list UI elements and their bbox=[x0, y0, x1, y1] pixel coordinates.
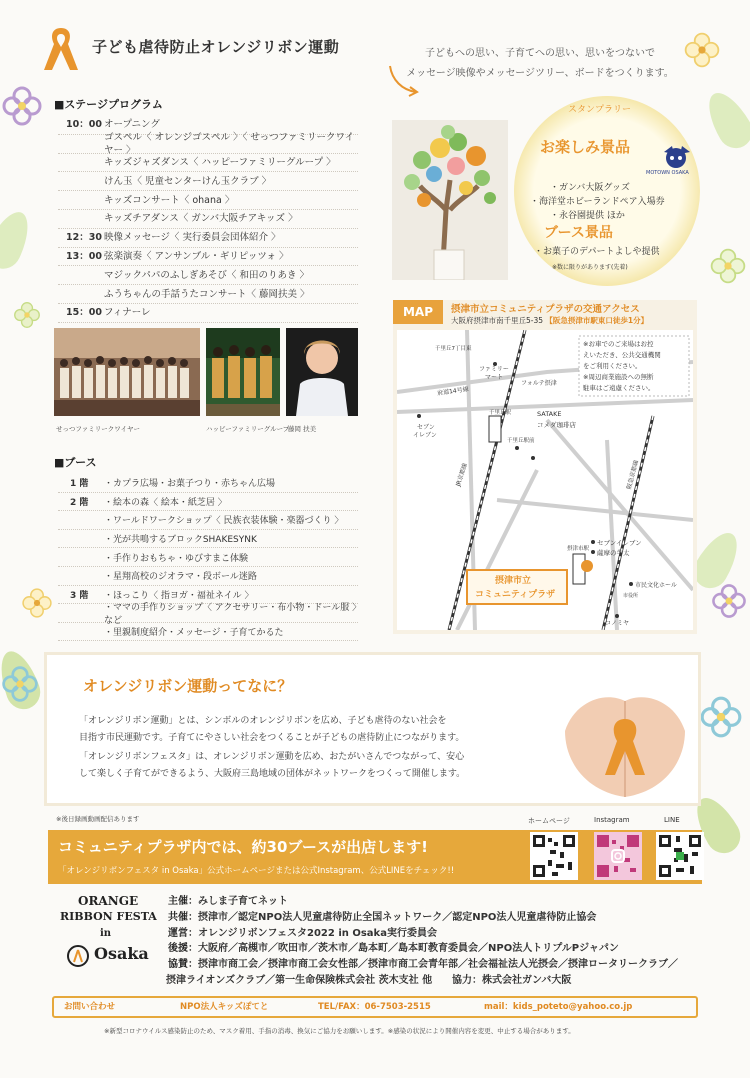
booth-prize-title: ブース景品 bbox=[544, 225, 613, 241]
notice-line: ※お車でのご来場はお控 bbox=[583, 340, 654, 348]
festa-logo bbox=[54, 892, 162, 984]
map-label: 千里丘7丁目東 bbox=[435, 346, 472, 352]
photo-caption: 藤岡 扶美 bbox=[288, 425, 317, 433]
credit-value: 摂津ライオンズクラブ／第一生命保険株式会社 茨木支社 他 協力：株式会社ガンバ大阪 bbox=[166, 974, 572, 986]
credit-line bbox=[168, 926, 708, 942]
leaf-decoration bbox=[0, 206, 37, 275]
program-event: けん玉〈 児童センターけん玉クラブ 〉 bbox=[104, 175, 272, 187]
booth-floor: 3 階 bbox=[70, 590, 89, 601]
credit-value: みしま子育てネット bbox=[198, 896, 288, 907]
qr-label-homepage: ホームページ bbox=[528, 817, 570, 825]
program-row bbox=[58, 304, 358, 323]
contact-bar bbox=[52, 996, 698, 1018]
credit-key: 後援： bbox=[168, 943, 198, 955]
prize-item: ・ガンバ大阪グッズ bbox=[550, 183, 630, 193]
map-label: セブン bbox=[417, 424, 435, 431]
flower-icon bbox=[0, 84, 44, 128]
orange-ribbon-icon bbox=[38, 22, 84, 74]
map-label: 千里丘駅前 bbox=[507, 438, 535, 444]
arrow-icon bbox=[384, 60, 424, 100]
notice-line: ※周辺商業施設への無断 bbox=[583, 373, 654, 381]
program-event: 映像メッセージ〈 実行委員会団体紹介 〉 bbox=[104, 232, 281, 244]
program-event: マジックパパのふしぎあそび〈 和田のりあき 〉 bbox=[104, 269, 309, 281]
address-text: 大阪府摂津市南千里丘5-35 bbox=[451, 316, 544, 325]
flower-icon bbox=[12, 300, 42, 330]
credit-value: 摂津市／認定NPO法人児童虐待防止全国ネットワーク／認定NPO法人児童虐待防止協会 bbox=[198, 911, 597, 923]
booth-row bbox=[58, 567, 358, 586]
booth-item: ・手作りおもちゃ・ゆびすまこ体験 bbox=[104, 553, 249, 564]
map-label: 府道14号線 bbox=[436, 385, 470, 398]
credit-key: 協賛： bbox=[168, 959, 198, 971]
program-heading: ■ステージプログラム bbox=[54, 98, 163, 111]
flower-icon bbox=[698, 694, 744, 740]
message-text bbox=[390, 44, 690, 84]
flower-icon bbox=[708, 246, 748, 286]
program-event: オープニング bbox=[104, 119, 160, 131]
prize-item: ・海洋堂ホビーランドペア入場券 bbox=[530, 197, 665, 207]
contact-mail[interactable]: mail：kids_poteto@yahoo.co.jp bbox=[484, 1002, 633, 1012]
credit-line bbox=[166, 973, 708, 989]
contact-tel[interactable]: TEL/FAX：06-7503-2515 bbox=[318, 1002, 431, 1012]
map-label: コノミヤ bbox=[605, 620, 630, 627]
broadcast-note: ※後日録画動画配信あります bbox=[56, 815, 140, 823]
credit-line bbox=[168, 910, 708, 926]
booth-list bbox=[58, 474, 358, 641]
page-title: 子ども虐待防止オレンジリボン運動 bbox=[92, 38, 340, 56]
booth-item: ・ママの手作りショップ〈 アクセサリー・布小物・ドール服 〉など bbox=[104, 602, 357, 626]
booth-item: ・絵本の森〈 絵本・紙芝居 〉 bbox=[104, 497, 227, 508]
program-row bbox=[58, 266, 358, 285]
booth-heading: ■ブース bbox=[54, 456, 97, 469]
map-label: マート bbox=[485, 374, 504, 381]
program-event: キッズコンサート〈 ohana 〉 bbox=[104, 194, 235, 206]
booth-row bbox=[58, 511, 358, 530]
mascot-caption: MOTOWN OSAKA bbox=[646, 170, 689, 176]
photo-caption: せっつファミリークワイヤー bbox=[56, 425, 141, 433]
booth-floor: 1 階 bbox=[70, 479, 89, 490]
qr-label-instagram: Instagram bbox=[594, 816, 630, 824]
program-row bbox=[58, 229, 358, 248]
logo-text: RIBBON FESTA bbox=[60, 910, 157, 923]
logo-text: Osaka bbox=[94, 944, 149, 963]
credit-value: 摂津市商工会／摂津市商工会女性部／摂津市商工会青年部／社会福祉法人光摂会／摂津ロータリークラブ／ bbox=[198, 959, 678, 971]
map-label: コメダ珈琲店 bbox=[537, 421, 576, 429]
credit-key: 共催： bbox=[168, 911, 198, 923]
booth-item: ・里親制度紹介・メッセージ・子育てかるた bbox=[104, 628, 284, 639]
booth-row bbox=[58, 530, 358, 549]
booth-row bbox=[58, 493, 358, 512]
booth-item: ・ワールドワークショップ〈 民族衣装体験・楽器づくり 〉 bbox=[104, 516, 344, 527]
credit-value: オレンジリボンフェスタ2022 in Osaka実行委員会 bbox=[198, 927, 437, 939]
program-list bbox=[58, 116, 358, 323]
program-row bbox=[58, 172, 358, 191]
booth-prize-item: ・お菓子のデパートよしや提供 bbox=[534, 247, 660, 257]
access-map bbox=[393, 300, 697, 634]
logo-text: in bbox=[100, 928, 112, 939]
map-label: セブンイレブン bbox=[597, 539, 642, 547]
line-qr-code[interactable] bbox=[656, 832, 704, 880]
credit-value: 大阪府／高槻市／吹田市／茨木市／島本町／島本町教育委員会／NPO法人トリプルPジャパン bbox=[198, 943, 619, 955]
access-text: 【阪急摂津市駅東口徒歩1分】 bbox=[545, 316, 649, 325]
notice-line: えいただき、公共交通機関 bbox=[583, 351, 661, 359]
dance-photo bbox=[206, 328, 280, 416]
stamp-note: ※数に限りがあります(先着) bbox=[552, 264, 628, 271]
map-title: 摂津市立コミュニティプラザの交通アクセス bbox=[451, 304, 640, 315]
contact-org: NPO法人キッズぽてと bbox=[180, 1002, 269, 1012]
singer-photo bbox=[286, 328, 358, 416]
program-event: ふうちゃんの手話うたコンサート〈 藤岡扶美 〉 bbox=[104, 288, 310, 300]
program-event: フィナーレ bbox=[104, 307, 151, 319]
flower-icon bbox=[20, 586, 54, 620]
flower-icon bbox=[0, 664, 40, 704]
credit-line bbox=[168, 957, 708, 973]
map-label: 千里丘駅 bbox=[489, 410, 512, 416]
contact-label: お問い合わせ bbox=[64, 1002, 116, 1012]
venue-label: 摂津市立 bbox=[495, 576, 532, 586]
map-address bbox=[451, 315, 648, 326]
banner-sub: 「オレンジリボンフェスタ in Osaka」公式ホームページまたは公式Instagram、公式LINEをチェック!! bbox=[58, 866, 455, 876]
booth-floor: 2 階 bbox=[70, 497, 89, 508]
program-event: 弦楽演奏〈 アンサンブル・ギリピッツォ 〉 bbox=[104, 250, 289, 262]
message-line: メッセージ映像やメッセージツリー、ボードをつくります。 bbox=[406, 68, 674, 79]
booth-row bbox=[58, 474, 358, 493]
mascot-icon bbox=[656, 144, 696, 174]
booth-row bbox=[58, 602, 358, 626]
booth-item: ・ほっこり〈 指ヨガ・福祉ネイル 〉 bbox=[104, 590, 254, 601]
booth-item: ・星翔高校のジオラマ・段ボール迷路 bbox=[104, 572, 257, 583]
program-row bbox=[58, 285, 358, 304]
choir-photo bbox=[54, 328, 200, 416]
map-tag: MAP bbox=[393, 300, 443, 324]
booth-row bbox=[58, 623, 358, 642]
booth-item: ・カプラ広場・お菓子つり・赤ちゃん広場 bbox=[104, 479, 276, 490]
credits bbox=[168, 894, 708, 989]
credit-line bbox=[168, 894, 708, 910]
map-notice bbox=[583, 339, 661, 394]
program-time: 13：00 bbox=[66, 250, 102, 262]
program-time: 15：00 bbox=[66, 307, 102, 319]
map-label: 市役所 bbox=[623, 593, 639, 599]
about-paragraph: して楽しく子育てができるよう、大阪府三島地域の団体がネットワークをつくって開催します。 bbox=[79, 769, 466, 779]
notice-line: をご利用ください。 bbox=[583, 362, 642, 370]
prize-item: ・永谷園提供 ほか bbox=[550, 211, 625, 221]
map-label: フォルテ摂津 bbox=[521, 380, 557, 387]
program-row bbox=[58, 154, 358, 173]
message-line: 子どもへの思い、子育てへの思い、思いをつないで bbox=[425, 48, 655, 59]
program-time: 12：30 bbox=[66, 232, 102, 244]
map-label: 摂津市駅 bbox=[567, 546, 590, 552]
booth-row bbox=[58, 548, 358, 567]
leaf-decoration bbox=[699, 86, 750, 155]
hands-ribbon-image bbox=[555, 661, 695, 801]
map-label: ファミリー bbox=[479, 366, 509, 373]
map-label: 市民文化ホール bbox=[635, 582, 677, 589]
flower-icon bbox=[710, 582, 748, 620]
booth-item: ・光が共鳴するブロックSHAKESYNK bbox=[104, 535, 257, 546]
credit-key: 運営： bbox=[168, 927, 198, 939]
map-label: SATAKE bbox=[537, 410, 562, 418]
logo-ribbon-icon bbox=[64, 944, 92, 968]
map-label: イレブン bbox=[413, 432, 437, 439]
about-section bbox=[44, 652, 701, 806]
venue-label: コミュニティプラザ bbox=[475, 590, 556, 600]
message-tree-image bbox=[392, 120, 508, 280]
photo-caption: ハッピーファミリーグループ bbox=[206, 425, 290, 433]
credit-key: 主催： bbox=[168, 896, 198, 907]
about-title: オレンジリボン運動ってなに？ bbox=[83, 677, 293, 695]
map-label: 阪急京都線 bbox=[625, 459, 641, 491]
homepage-qr-code[interactable] bbox=[530, 832, 578, 880]
instagram-qr-code[interactable] bbox=[594, 832, 642, 880]
prize-title: お楽しみ景品 bbox=[540, 138, 631, 156]
covid-footnote: ※新型コロナウイルス感染防止のため、マスク着用、手指の消毒、換気にご協力をお願いします。※感染の状況により開催内容を変更、中止する場合があります。 bbox=[104, 1027, 575, 1035]
notice-line: 駐車はご遠慮ください。 bbox=[583, 384, 655, 392]
map-label: JR京都線 bbox=[454, 462, 469, 488]
banner-main: コミュニティプラザ内では、約30ブースが出店します! bbox=[58, 838, 429, 856]
program-event: キッズジャズダンス〈 ハッピーファミリーグループ 〉 bbox=[104, 156, 336, 168]
about-paragraph: 「オレンジリボンフェスタ」は、オレンジリボン運動を広め、おたがいさんでつながって、安心 bbox=[79, 752, 465, 762]
program-row bbox=[58, 131, 358, 156]
stamp-rally-badge bbox=[514, 96, 700, 286]
credit-line bbox=[168, 941, 708, 957]
map-label: 薩摩の牛太 bbox=[597, 549, 630, 557]
program-event: ゴスペル〈 オレンジゴスペル 〉〈 せっつファミリークワイヤー 〉 bbox=[104, 131, 355, 156]
program-row bbox=[58, 191, 358, 210]
program-row bbox=[58, 210, 358, 229]
map-area bbox=[397, 330, 693, 630]
program-time: 10：00 bbox=[66, 119, 102, 131]
about-paragraph: 「オレンジリボン運動」とは、シンボルのオレンジリボンを広め、子ども虐待のない社会を bbox=[79, 716, 447, 726]
logo-text: ORANGE bbox=[78, 894, 139, 908]
program-row bbox=[58, 248, 358, 267]
qr-label-line: LINE bbox=[664, 816, 680, 824]
stamp-label: スタンプラリー bbox=[568, 105, 632, 115]
program-event: キッズチアダンス〈 ガンバ大阪チアキッズ 〉 bbox=[104, 213, 298, 225]
about-paragraph: 目指す市民運動です。子育てにやさしい社会をつくることが子どもの虐待防止につながります。 bbox=[79, 733, 465, 743]
